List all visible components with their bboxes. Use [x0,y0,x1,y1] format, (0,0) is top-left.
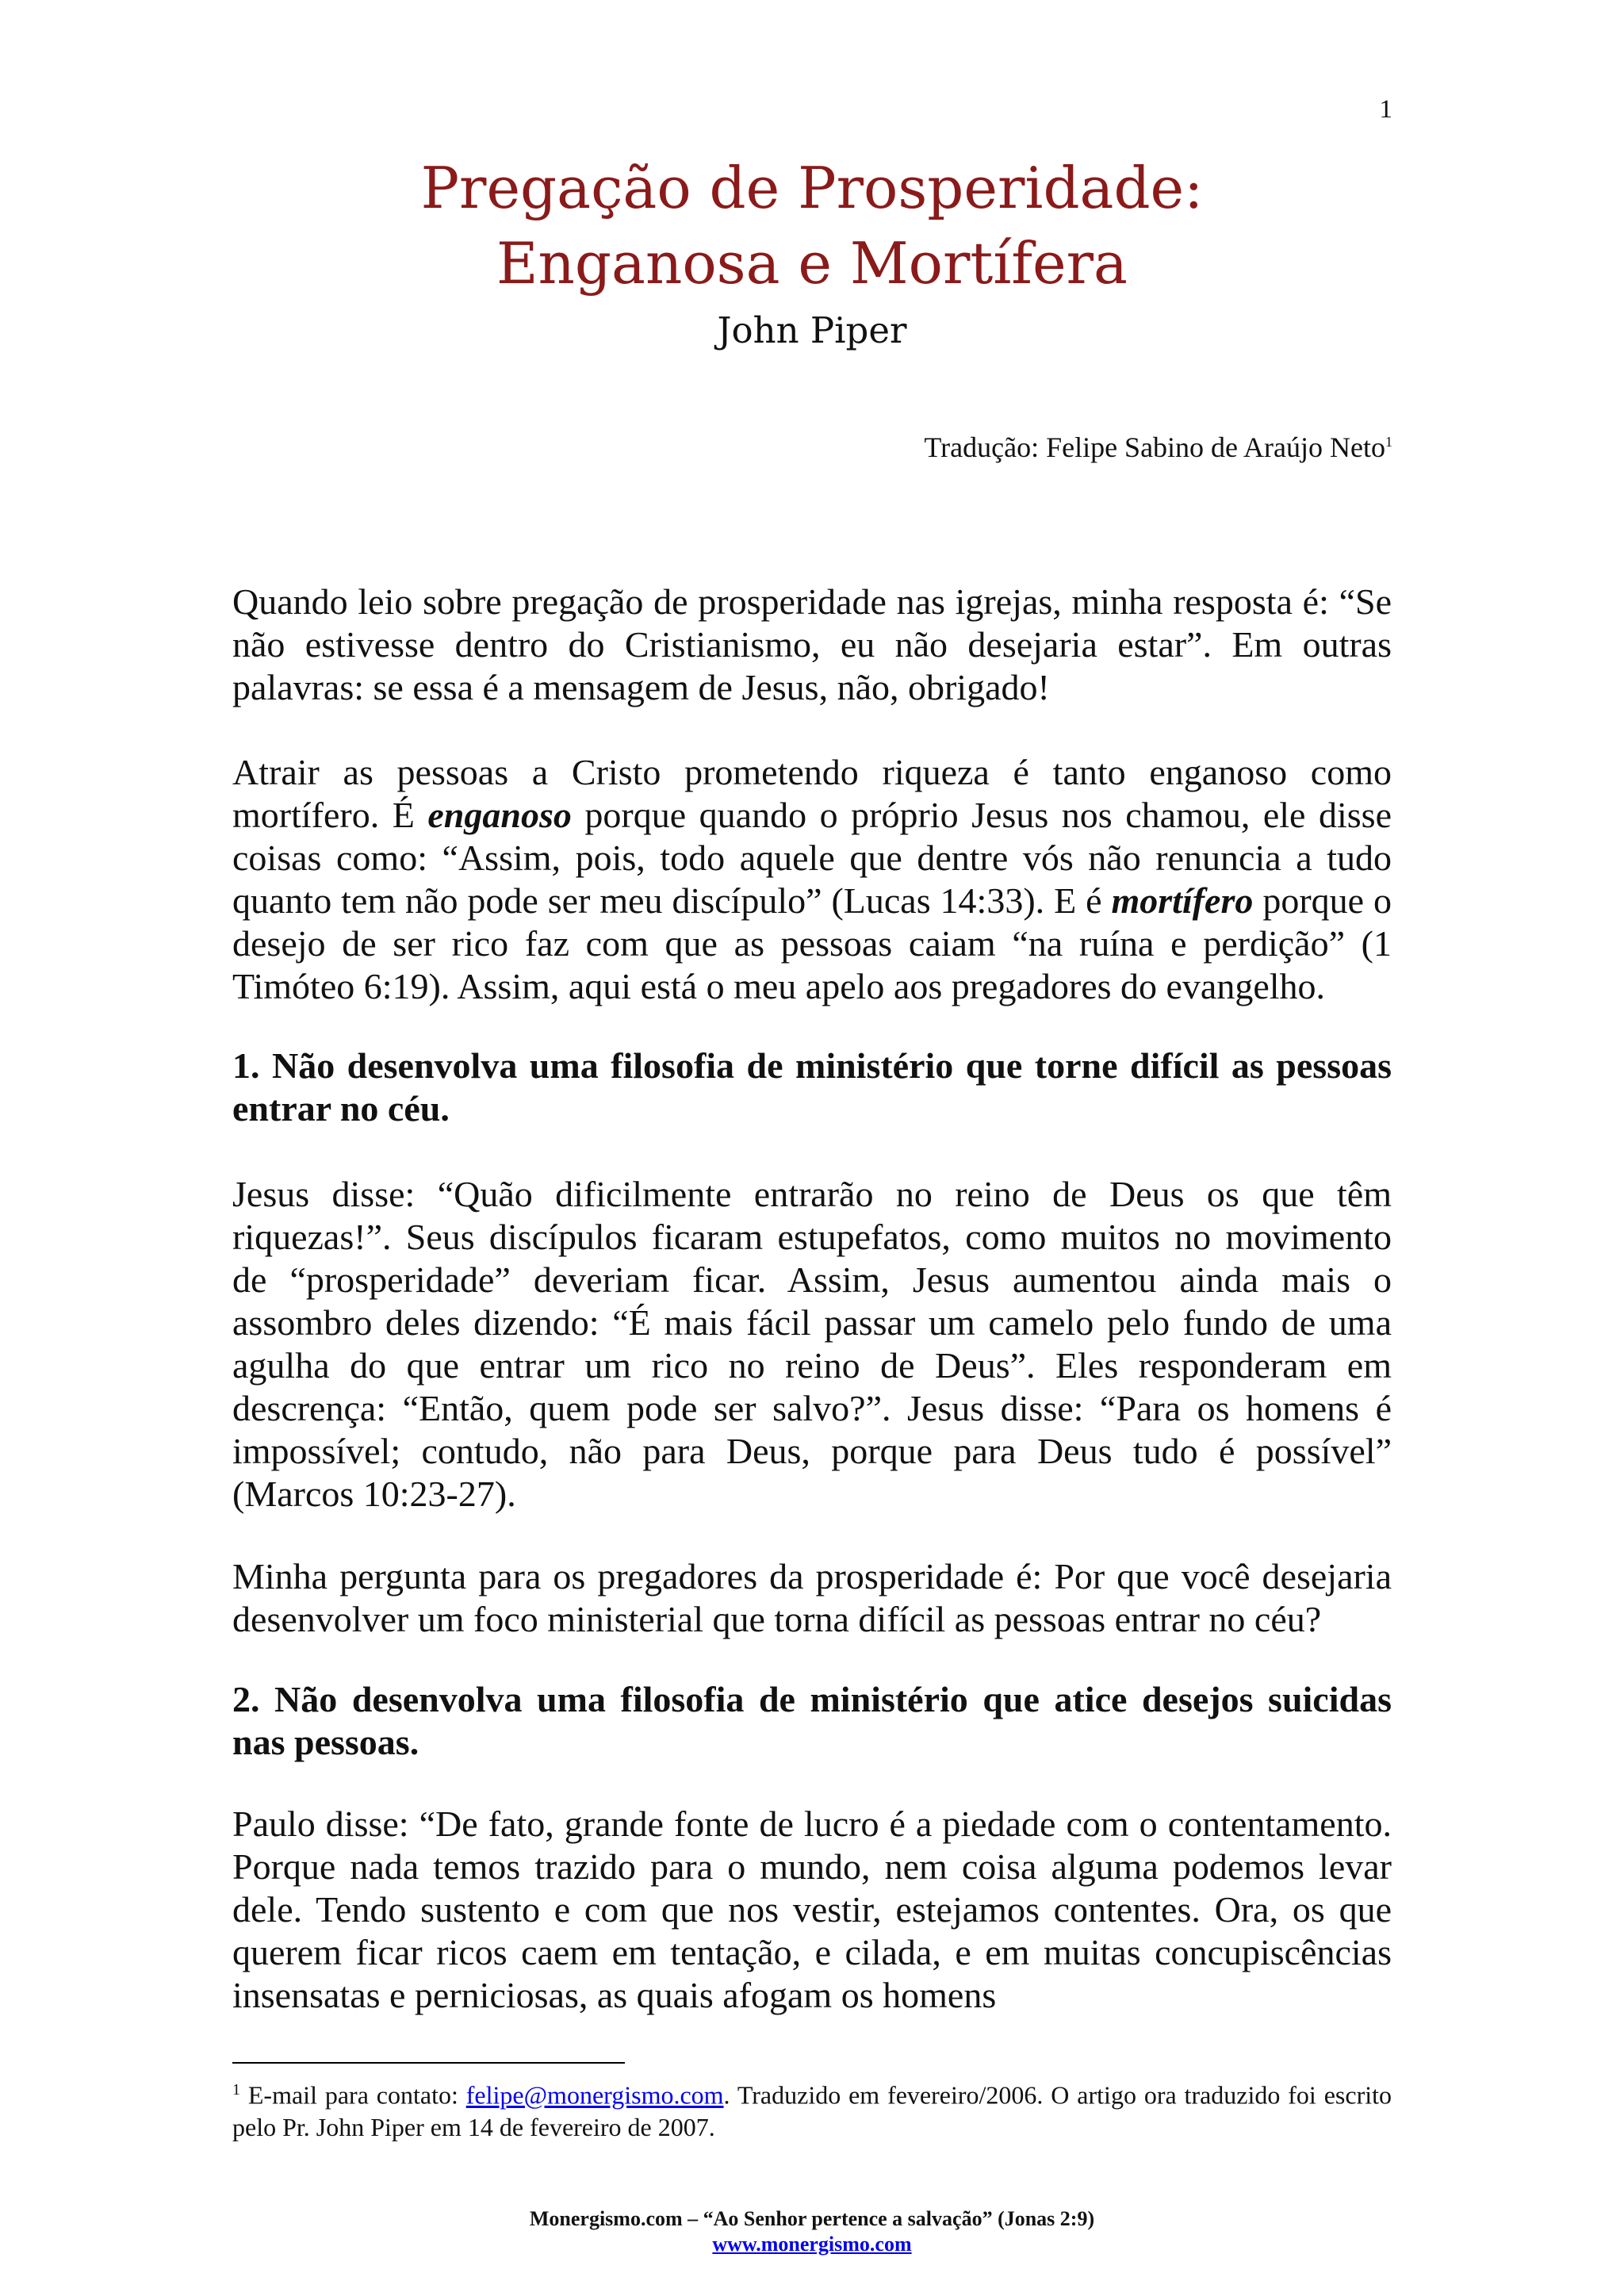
section-heading-1: 1. Não desenvolva uma filosofia de ministério que torne difícil as pessoas entrar no céu. [232,1045,1392,1129]
footnote-ref[interactable]: 1 [1385,434,1392,450]
p2-text-c: porque o desejo de ser rico faz com que as pessoas caiam “na ruína e perdição” (1 Timóteo 6:19). Assim, aqui está o meu apelo aos pregadores do evangelho. [232,880,1392,1006]
title-line-2: Enganosa e Mortífera [496,230,1128,297]
translation-credit [924,431,1392,464]
p2-emphasis-1: enganoso [427,795,572,835]
paragraph-3: Jesus disse: “Quão dificilmente entrarão no reino de Deus os que têm riquezas!”. Seus discípulos ficaram estupefatos, como muitos no movimento de “prosperidade” deveriam ficar. Assim, Jesus aumentou ainda mais o assombro deles dizendo: “É mais fácil passar um camelo pelo fundo de uma agulha do que entrar um rico no reino de Deus”. Eles responderam em descrença: “Então, quem pode ser salvo?”. Jesus disse: “Para os homens é impossível; contudo, não para Deus, porque para Deus tudo é possível” (Marcos 10:23-27). [232,1174,1392,1514]
section-heading-2: 2. Não desenvolva uma filosofia de ministério que atice desejos suicidas nas pessoas. [232,1679,1392,1762]
footnote-prefix: E-mail para contato: [240,2080,466,2110]
author: John Piper [717,309,907,351]
footnote-number: 1 [232,2081,240,2099]
page-footer [0,2206,1624,2257]
p2-text-a: Atrair as pessoas a Cristo prometendo riqueza é tanto enganoso como mortífero. É [232,752,1392,835]
footnote [232,2074,1392,2143]
footnote-rest: . Traduzido em fevereiro/2006. O artigo ora traduzido foi escrito pelo Pr. John Piper em 14 de fevereiro de 2007. [232,2080,1392,2141]
p2-emphasis-2: mortífero [1111,880,1254,921]
p2-text-b: porque quando o próprio Jesus nos chamou, ele disse coisas como: “Assim, pois, todo aquele que dentre vós não renuncia a tudo quanto tem não pode ser meu discípulo” (Lucas 14:33). E é [232,795,1392,921]
footer-site-link[interactable]: www.monergismo.com [712,2233,912,2256]
title-line-1: Pregação de Prosperidade: [420,155,1204,221]
paragraph-2 [232,751,1392,1008]
footer-tagline: Monergismo.com – “Ao Senhor pertence a salvação” (Jonas 2:9) [529,2207,1095,2230]
translation-text: Tradução: Felipe Sabino de Araújo Neto [924,431,1385,463]
paragraph-5: Paulo disse: “De fato, grande fonte de lucro é a piedade com o contentamento. Porque nada temos trazido para o mundo, nem coisa alguma podemos levar dele. Tendo sustento e com que nos vestir, estejamos contentes. Ora, os que querem ficar ricos caem em tentação, e cilada, e em muitas concupiscências insensatas e perniciosas, as quais afogam os homens [232,1803,1392,2015]
paragraph-1: Quando leio sobre pregação de prosperidade nas igrejas, minha resposta é: “Se não estivesse dentro do Cristianismo, eu não desejaria estar”. Em outras palavras: se essa é a mensagem de Jesus, não, obrigado! [232,581,1392,707]
page-title [0,151,1624,301]
paragraph-4: Minha pergunta para os pregadores da prosperidade é: Por que você desejaria desenvolver um foco ministerial que torna difícil as pessoas entrar no céu? [232,1556,1392,1639]
footnote-divider [232,2062,625,2064]
page-number: 1 [1379,95,1392,124]
email-link[interactable]: felipe@monergismo.com [465,2080,724,2110]
